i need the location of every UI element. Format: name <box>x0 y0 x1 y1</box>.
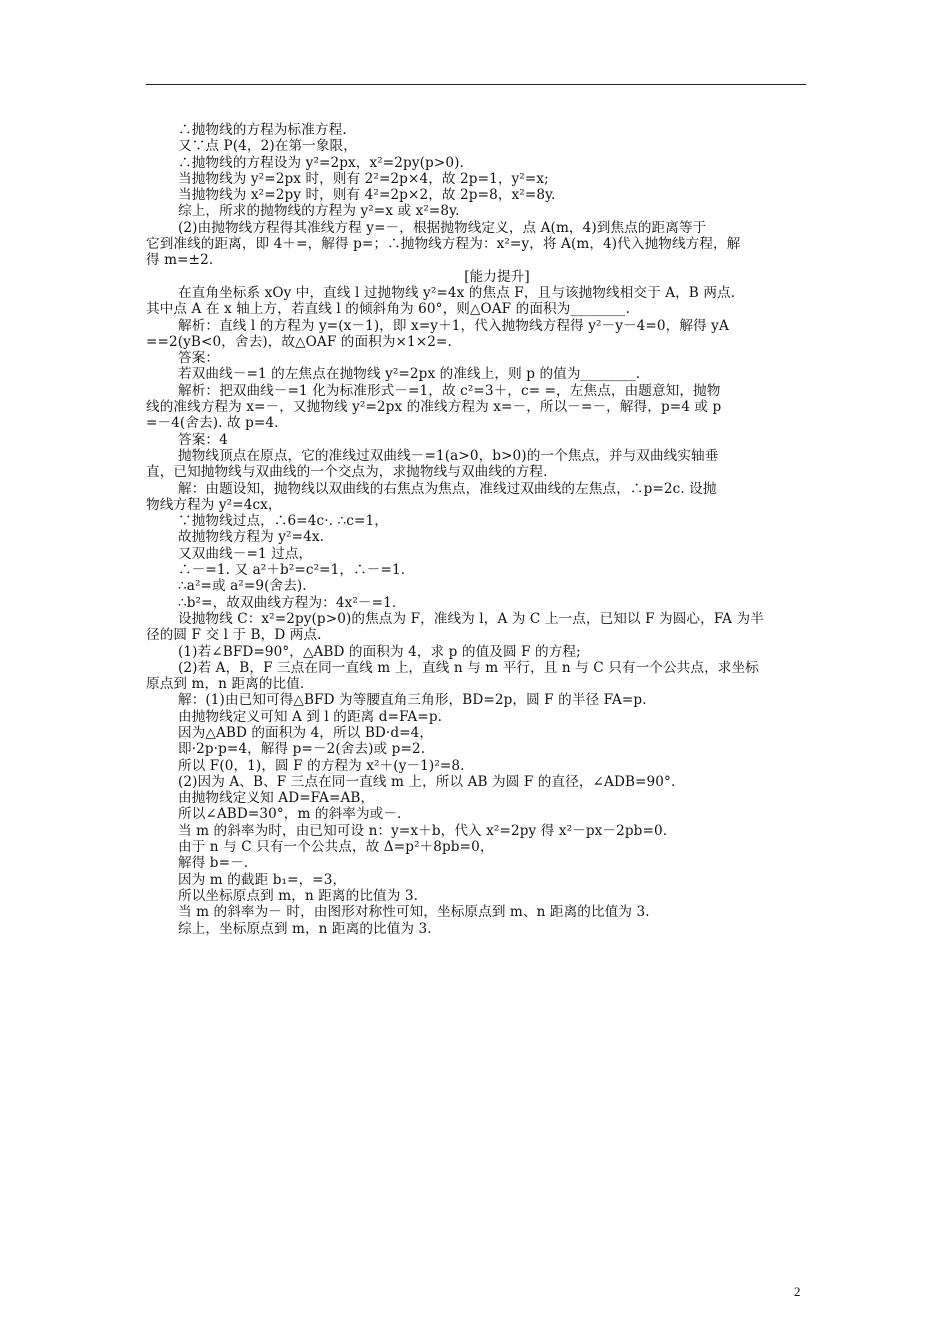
document-body <box>146 122 808 937</box>
text-line: 得 m=±2. <box>146 252 214 269</box>
text-line: 解析：直线 l 的方程为 y=(x－1)，即 x=y＋1，代入抛物线方程得 y²－y－4=0，解得 yA <box>178 317 729 334</box>
text-line: (1)若∠BFD=90°，△ABD 的面积为 4，求 p 的值及圆 F 的方程; <box>178 643 581 660</box>
text-line: ∴－=1. 又 a²＋b²=c²=1，∴－=1. <box>178 562 406 579</box>
text-line: 又双曲线－=1 过点， <box>178 545 313 562</box>
text-line: ∴抛物线的方程设为 y²=2px，x²=2py(p>0). <box>178 154 464 171</box>
text-line: 由于 n 与 C 只有一个公共点，故 Δ=p²＋8pb=0， <box>178 839 494 856</box>
text-line: 当抛物线为 x²=2py 时，则有 4²=2p×2，故 2p=8，x²=8y. <box>178 187 556 204</box>
text-line: 综上，坐标原点到 m，n 距离的比值为 3. <box>178 920 432 937</box>
text-line: 由抛物线定义知 AD=FA=AB， <box>178 790 375 807</box>
text-line: 所以 F(0，1)，圆 F 的方程为 x²＋(y－1)²=8. <box>178 757 465 774</box>
text-line: 即·2p·p=4，解得 p=－2(舍去)或 p=2. <box>178 741 426 758</box>
text-line: ∵抛物线过点，∴6=4c·. ∴c=1， <box>178 513 388 530</box>
text-line: 它到准线的距离，即 4＋=，解得 p=；∴抛物线方程为：x²=y，将 A(m，4)代入抛物线方程，解 <box>146 236 741 253</box>
text-line: 当 m 的斜率为－ 时，由图形对称性可知，坐标原点到 m、n 距离的比值为 3. <box>178 904 650 921</box>
text-line: 设抛物线 C：x²=2py(p>0)的焦点为 F，准线为 l，A 为 C 上一点，已知以 F 为圆心，FA 为半 <box>178 610 764 627</box>
text-line: 解析：把双曲线－=1 化为标准形式－=1，故 c²=3＋，c= =，左焦点，由题意知，抛物 <box>178 382 721 399</box>
text-line: (2)因为 A、B、F 三点在同一直线 m 上，所以 AB 为圆 F 的直径，∠ADB=90°. <box>178 773 676 790</box>
text-line: 因为△ABD 的面积为 4，所以 BD·d=4， <box>178 724 434 741</box>
text-line: ∴a²=或 a²=9(舍去). <box>178 578 307 595</box>
text-line: (2)若 A，B，F 三点在同一直线 m 上，直线 n 与 m 平行，且 n 与 C 只有一个公共点，求坐标 <box>178 659 759 676</box>
text-line: 解：(1)由已知可得△BFD 为等腰直角三角形，BD=2p，圆 F 的半径 FA=p. <box>178 692 647 709</box>
text-line: 当 m 的斜率为时，由已知可设 n：y=x＋b，代入 x²=2py 得 x²－px－2pb=0. <box>178 822 668 839</box>
text-line: ==2(yB<0，舍去)，故△OAF 的面积为×1×2=. <box>146 333 452 350</box>
text-line: 抛物线顶点在原点，它的准线过双曲线－=1(a>0，b>0)的一个焦点，并与双曲线实轴垂 <box>178 447 719 464</box>
text-line: ∴b²=，故双曲线方程为：4x²－=1. <box>178 594 397 611</box>
text-line: 由抛物线定义可知 A 到 l 的距离 d=FA=p. <box>178 708 443 725</box>
text-line: 解得 b=－. <box>178 855 249 872</box>
text-line: 若双曲线－=1 的左焦点在抛物线 y²=2px 的准线上，则 p 的值为________. <box>178 366 641 383</box>
text-line: (2)由抛物线方程得其准线方程 y=－，根据抛物线定义，点 A(m，4)到焦点的距离等于 <box>178 219 707 236</box>
text-line: 又∵点 P(4，2)在第一象限， <box>178 138 357 155</box>
text-line: 物线方程为 y²=4cx， <box>146 496 282 513</box>
text-line: =－4(舍去). 故 p=4. <box>146 415 279 432</box>
text-line: 原点到 m，n 距离的比值. <box>146 676 305 693</box>
text-line: [能力提升] <box>464 268 530 285</box>
text-line: 答案： <box>178 350 220 367</box>
page-number: 2 <box>794 1284 801 1299</box>
header-rule <box>146 84 806 85</box>
text-line: 其中点 A 在 x 轴上方，若直线 l 的倾斜角为 60°，则△OAF 的面积为________. <box>146 301 630 318</box>
text-line: 故抛物线方程为 y²=4x. <box>178 529 325 546</box>
text-line: 在直角坐标系 xOy 中，直线 l 过抛物线 y²=4x 的焦点 F，且与该抛物线相交于 A，B 两点. <box>178 284 736 301</box>
text-line: 当抛物线为 y²=2px 时，则有 2²=2p×4，故 2p=1，y²=x; <box>178 170 549 187</box>
text-line: 线的准线方程为 x=－，又抛物线 y²=2px 的准线方程为 x=－，所以－=－，解得，p=4 或 p <box>146 399 722 416</box>
text-line: 直，已知抛物线与双曲线的一个交点为，求抛物线与双曲线的方程. <box>146 464 548 481</box>
text-line: 综上，所求的抛物线的方程为 y²=x 或 x²=8y. <box>178 203 460 220</box>
text-line: 所以∠ABD=30°，m 的斜率为或－. <box>178 806 402 823</box>
text-line: 答案：4 <box>178 431 228 448</box>
text-line: ∴抛物线的方程为标准方程. <box>178 122 347 138</box>
text-line: 径的圆 F 交 l 于 B，D 两点. <box>146 627 322 644</box>
text-line: 解：由题设知，抛物线以双曲线的右焦点为焦点，准线过双曲线的左焦点，∴p=2c. 设抛 <box>178 480 717 497</box>
text-line: 所以坐标原点到 m，n 距离的比值为 3. <box>178 887 418 904</box>
text-line: 因为 m 的截距 b₁=，=3， <box>178 871 347 888</box>
